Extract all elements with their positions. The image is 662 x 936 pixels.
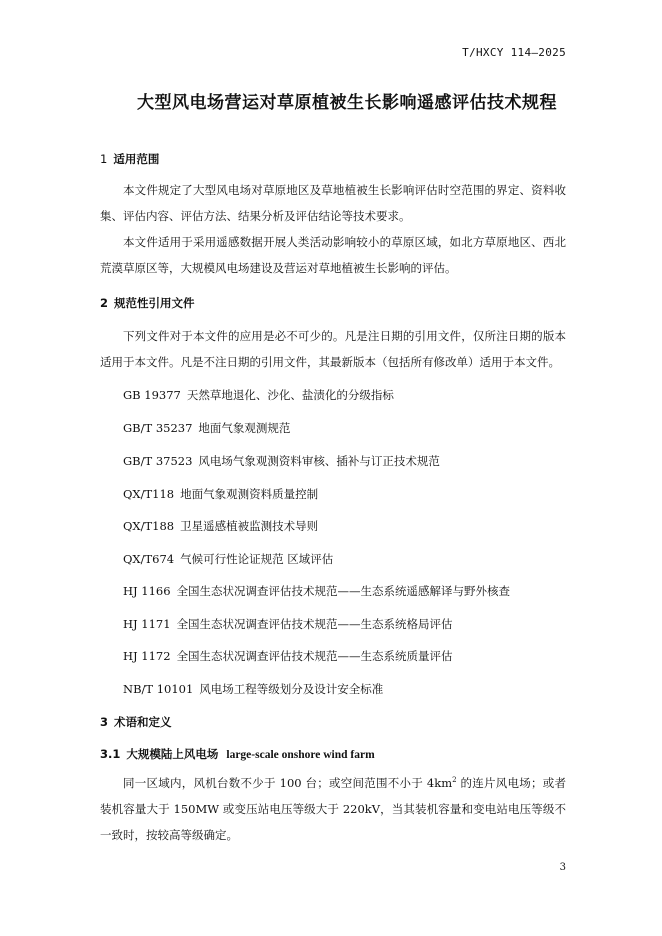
- definition-text: 的连片风电场；或者装机容量大于 150MW 或变压站电压等级大于 220kV，当其装机容量和变电站电压等级不一致时，按较高等级确定。: [100, 776, 567, 842]
- document-title: 大型风电场营运对草原植被生长影响遥感评估技术规程: [137, 93, 557, 113]
- reference-title: 风电场气象观测资料审核、插补与订正技术规范: [198, 454, 440, 468]
- reference-item: [123, 583, 510, 599]
- reference-item: [123, 681, 383, 697]
- reference-code: GB/T 37523: [123, 454, 193, 468]
- section-3-heading: [100, 714, 172, 730]
- reference-code: QX/T674: [123, 552, 175, 566]
- reference-item: [123, 648, 453, 664]
- term-number: 3.1: [100, 747, 121, 761]
- section-2-intro: 下列文件对于本文件的应用是必不可少的。凡是注日期的引用文件，仅所注日期的版本适用于本文件。凡是不注日期的引用文件，其最新版本（包括所有修改单）适用于本文件。: [100, 329, 566, 369]
- document-code: T/HXCY 114—2025: [462, 46, 566, 59]
- term-name-zh: 大规模陆上风电场: [126, 747, 219, 761]
- reference-item: [123, 486, 318, 502]
- reference-item: [123, 551, 333, 567]
- term-name-en: large-scale onshore wind farm: [226, 749, 375, 761]
- reference-code: GB/T 35237: [123, 421, 193, 435]
- reference-title: 天然草地退化、沙化、盐渍化的分级指标: [186, 388, 394, 402]
- reference-item: [123, 420, 290, 436]
- reference-code: HJ 1166: [123, 584, 171, 598]
- reference-item: [123, 518, 318, 534]
- definition-text: 同一区域内，风机台数不少于 100 台；或空间范围不小于 4km: [123, 776, 453, 790]
- section-1-heading: [100, 151, 159, 167]
- reference-title: 全国生态状况调查评估技术规范——生态系统遥感解译与野外核查: [176, 584, 511, 598]
- reference-code: QX/T188: [123, 519, 175, 533]
- reference-title: 卫星遥感植被监测技术导则: [180, 519, 319, 533]
- section-number: 1: [100, 152, 108, 166]
- reference-title: 风电场工程等级划分及设计安全标准: [199, 682, 384, 696]
- section-1-paragraph: 本文件规定了大型风电场对草原地区及草地植被生长影响评估时空范围的界定、资料收集、评估内容、评估方法、结果分析及评估结论等技术要求。: [100, 183, 566, 223]
- reference-item: [123, 453, 440, 469]
- reference-title: 地面气象观测规范: [198, 421, 291, 435]
- section-title: 规范性引用文件: [114, 296, 195, 310]
- reference-code: NB/T 10101: [123, 682, 194, 696]
- section-number: 3: [100, 715, 109, 729]
- reference-code: HJ 1171: [123, 617, 171, 631]
- section-number: 2: [100, 296, 109, 310]
- section-title: 术语和定义: [114, 715, 172, 729]
- reference-code: HJ 1172: [123, 649, 171, 663]
- reference-title: 气候可行性论证规范 区域评估: [180, 552, 334, 566]
- section-title: 适用范围: [113, 152, 160, 166]
- section-2-heading: [100, 295, 195, 311]
- superscript: 2: [452, 776, 457, 785]
- reference-title: 地面气象观测资料质量控制: [180, 487, 319, 501]
- reference-title: 全国生态状况调查评估技术规范——生态系统质量评估: [176, 649, 453, 663]
- reference-title: 全国生态状况调查评估技术规范——生态系统格局评估: [176, 617, 453, 631]
- reference-item: [123, 616, 453, 632]
- section-1-paragraph: 本文件适用于采用遥感数据开展人类活动影响较小的草原区域，如北方草原地区、西北荒漠草原区等，大规模风电场建设及营运对草地植被生长影响的评估。: [100, 235, 566, 275]
- page-number: 3: [559, 862, 566, 873]
- term-definition: [100, 770, 566, 848]
- term-heading: [100, 746, 375, 762]
- reference-item: [123, 387, 394, 403]
- reference-code: QX/T118: [123, 487, 175, 501]
- reference-code: GB 19377: [123, 388, 181, 402]
